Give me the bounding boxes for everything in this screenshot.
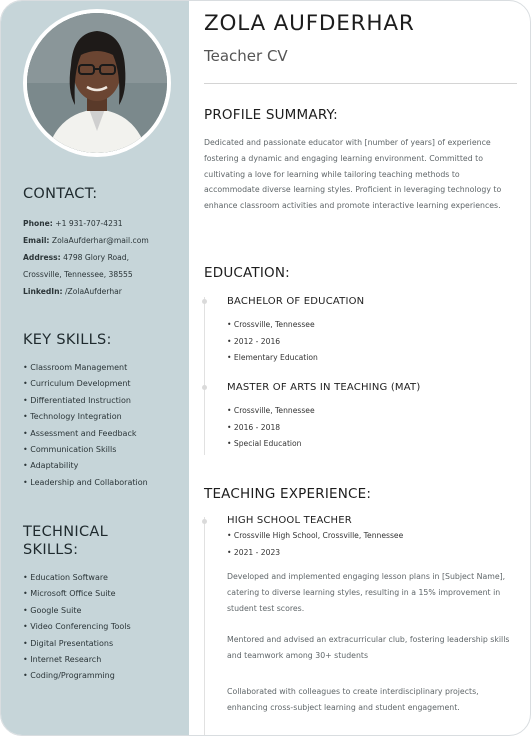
contact-address-line2: Crossville, Tennessee, 38555 <box>23 270 133 279</box>
job-details <box>227 528 403 561</box>
list-item: • Communication Skills <box>23 442 185 458</box>
technical-skills-title: TECHNICAL SKILLS: <box>23 524 108 558</box>
contact-phone: Phone: +1 931-707-4231 <box>23 219 123 228</box>
education-timeline <box>204 297 205 455</box>
teaching-experience-title: TEACHING EXPERIENCE: <box>204 486 372 502</box>
header-divider <box>204 83 517 84</box>
key-skills-list <box>23 360 185 491</box>
list-item: • Technology Integration <box>23 409 185 425</box>
experience-timeline <box>204 517 205 736</box>
list-item: • 2021 - 2023 <box>227 545 403 562</box>
list-item: • Internet Research <box>23 652 185 668</box>
education-degree-1: BACHELOR OF EDUCATION <box>227 296 365 307</box>
key-skills-title: KEY SKILLS: <box>23 332 112 348</box>
education-details-1 <box>227 317 318 367</box>
contact-list <box>23 215 185 300</box>
list-item: • Education Software <box>23 570 185 586</box>
list-item: • Curriculum Development <box>23 376 185 392</box>
candidate-name: ZOLA AUFDERHAR <box>204 11 415 36</box>
list-item: • 2016 - 2018 <box>227 420 315 437</box>
list-item: • Crossville, Tennessee <box>227 317 318 334</box>
list-item: • Classroom Management <box>23 360 185 376</box>
education-details-2 <box>227 403 315 453</box>
list-item: • Video Conferencing Tools <box>23 619 185 635</box>
list-item: • Adaptability <box>23 458 185 474</box>
technical-skills-list <box>23 570 185 685</box>
list-item: • Microsoft Office Suite <box>23 586 185 602</box>
timeline-dot <box>202 385 207 390</box>
candidate-role: Teacher CV <box>204 47 288 65</box>
contact-title: CONTACT: <box>23 186 98 202</box>
list-item: • Google Suite <box>23 603 185 619</box>
list-item: • Assessment and Feedback <box>23 426 185 442</box>
timeline-dot <box>202 299 207 304</box>
profile-photo <box>27 13 167 153</box>
list-item: • Crossville High School, Crossville, Tennessee <box>227 528 403 545</box>
experience-paragraph-1: Developed and implemented engaging lesson plans in [Subject Name], catering to diverse learning styles, resulting in a 15% improvement in student test scores. <box>227 572 506 613</box>
profile-summary-title: PROFILE SUMMARY: <box>204 107 338 123</box>
education-degree-2: MASTER OF ARTS IN TEACHING (MAT) <box>227 382 421 393</box>
list-item: • Digital Presentations <box>23 636 185 652</box>
profile-summary-text: Dedicated and passionate educator with [number of years] of experience fostering a dynamic and engaging learning environment. Committed to cultivating a love for learning while tailoring teaching methods to accommodate diverse learning styles. Proficient in leveraging technology to enhance classroom activities and promote interactive learning experiences. <box>204 138 502 211</box>
list-item: • 2012 - 2016 <box>227 334 318 351</box>
experience-paragraph-3: Collaborated with colleagues to create interdisciplinary projects, enhancing cross-subject learning and student engagement. <box>227 687 479 712</box>
list-item: • Coding/Programming <box>23 668 185 684</box>
contact-email: Email: ZolaAufderhar@mail.com <box>23 236 149 245</box>
list-item: • Elementary Education <box>227 350 318 367</box>
job-title: HIGH SCHOOL TEACHER <box>227 515 352 526</box>
list-item: • Differentiated Instruction <box>23 393 185 409</box>
list-item: • Leadership and Collaboration <box>23 475 185 491</box>
profile-photo-frame <box>23 9 171 157</box>
list-item: • Special Education <box>227 436 315 453</box>
contact-address: Address: 4798 Glory Road, <box>23 253 130 262</box>
experience-paragraph-2: Mentored and advised an extracurricular club, fostering leadership skills and teamwork among 30+ students <box>227 635 510 660</box>
contact-linkedin: LinkedIn: /ZolaAufderhar <box>23 287 122 296</box>
education-title: EDUCATION: <box>204 265 290 281</box>
sidebar <box>1 1 189 736</box>
list-item: • Crossville, Tennessee <box>227 403 315 420</box>
timeline-dot <box>202 519 207 524</box>
